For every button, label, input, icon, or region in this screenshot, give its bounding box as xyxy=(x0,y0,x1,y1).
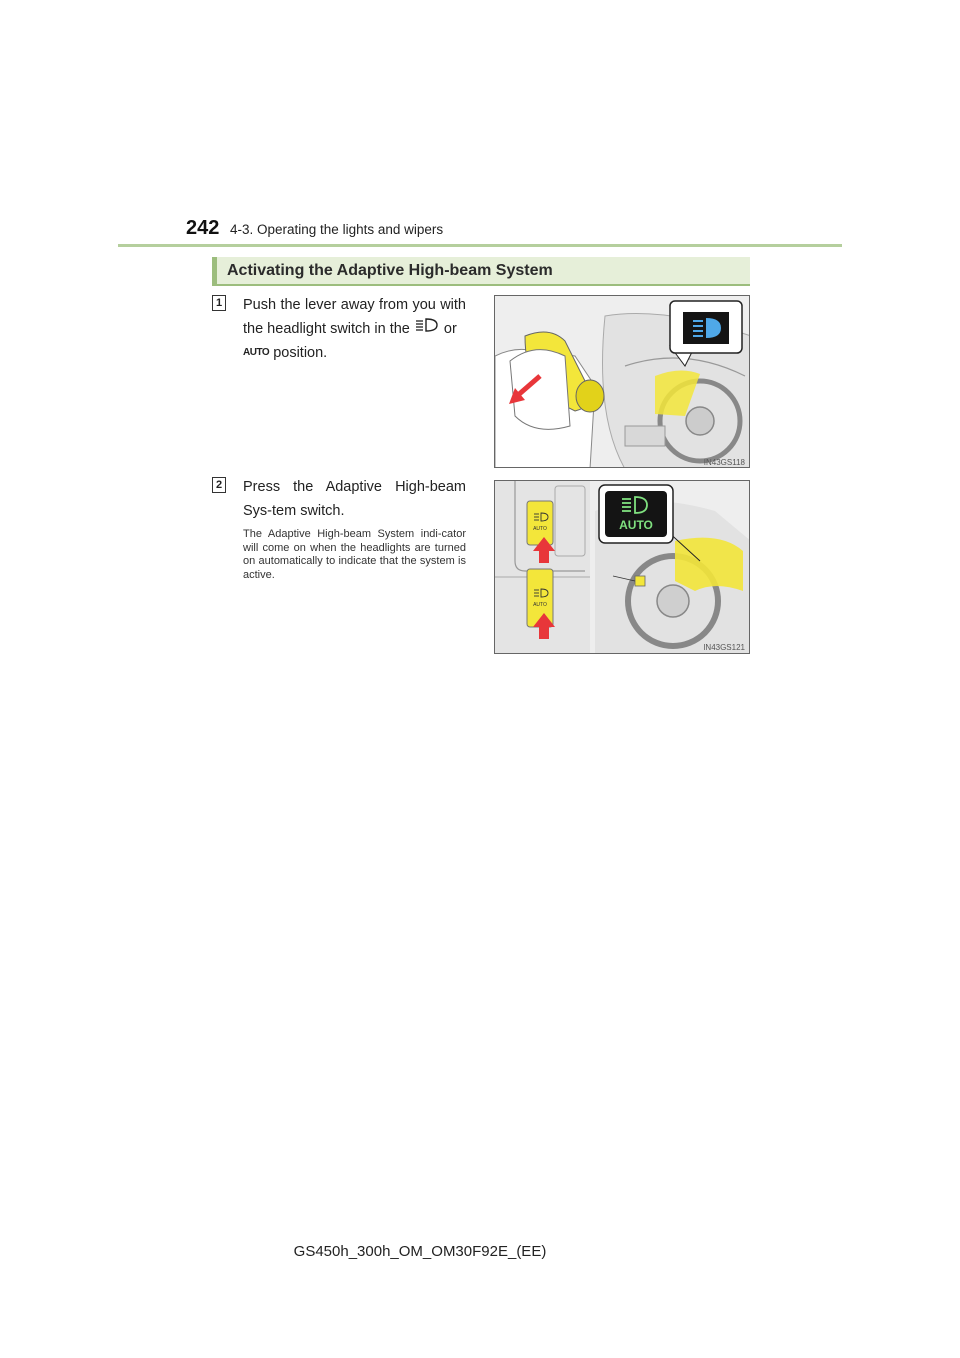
section-title: 4-3. Operating the lights and wipers xyxy=(230,222,444,237)
step-1-text xyxy=(243,293,466,365)
switch-label-2: AUTO xyxy=(533,602,547,608)
step-number-2: 2 xyxy=(212,477,226,493)
footer-document-id: GS450h_300h_OM_OM30F92E_(EE) xyxy=(293,1243,547,1260)
illustration-lever xyxy=(494,295,750,468)
headlight-icon xyxy=(414,317,440,341)
subsection-title: Activating the Adaptive High-beam System xyxy=(227,262,553,279)
auto-icon-label: AUTO xyxy=(243,347,270,359)
page-number: 242 xyxy=(186,217,220,239)
auto-icon xyxy=(243,341,269,365)
illustration-switch xyxy=(494,480,750,654)
switch-label-1: AUTO xyxy=(533,526,547,532)
step-2-text: Press the Adaptive High-beam Sys-tem switch. xyxy=(243,479,466,519)
step-1-text-before: Push the lever away from you with the headlight switch in the xyxy=(243,297,466,337)
step-1-text-after: position. xyxy=(273,345,328,362)
step-2-note: The Adaptive High-beam System indi-cator will come on when the headlights are turned on automatically to indicate that the system is active. xyxy=(243,528,466,581)
step-1-text-or: or xyxy=(443,321,457,337)
indicator-auto-label: AUTO xyxy=(619,518,653,532)
header-rule xyxy=(118,244,842,247)
step-number-1: 1 xyxy=(212,295,226,311)
subsection-bar xyxy=(212,257,750,286)
illustration-1-code: IN43GS118 xyxy=(703,458,745,467)
illustration-2-code: IN43GS121 xyxy=(703,643,745,652)
